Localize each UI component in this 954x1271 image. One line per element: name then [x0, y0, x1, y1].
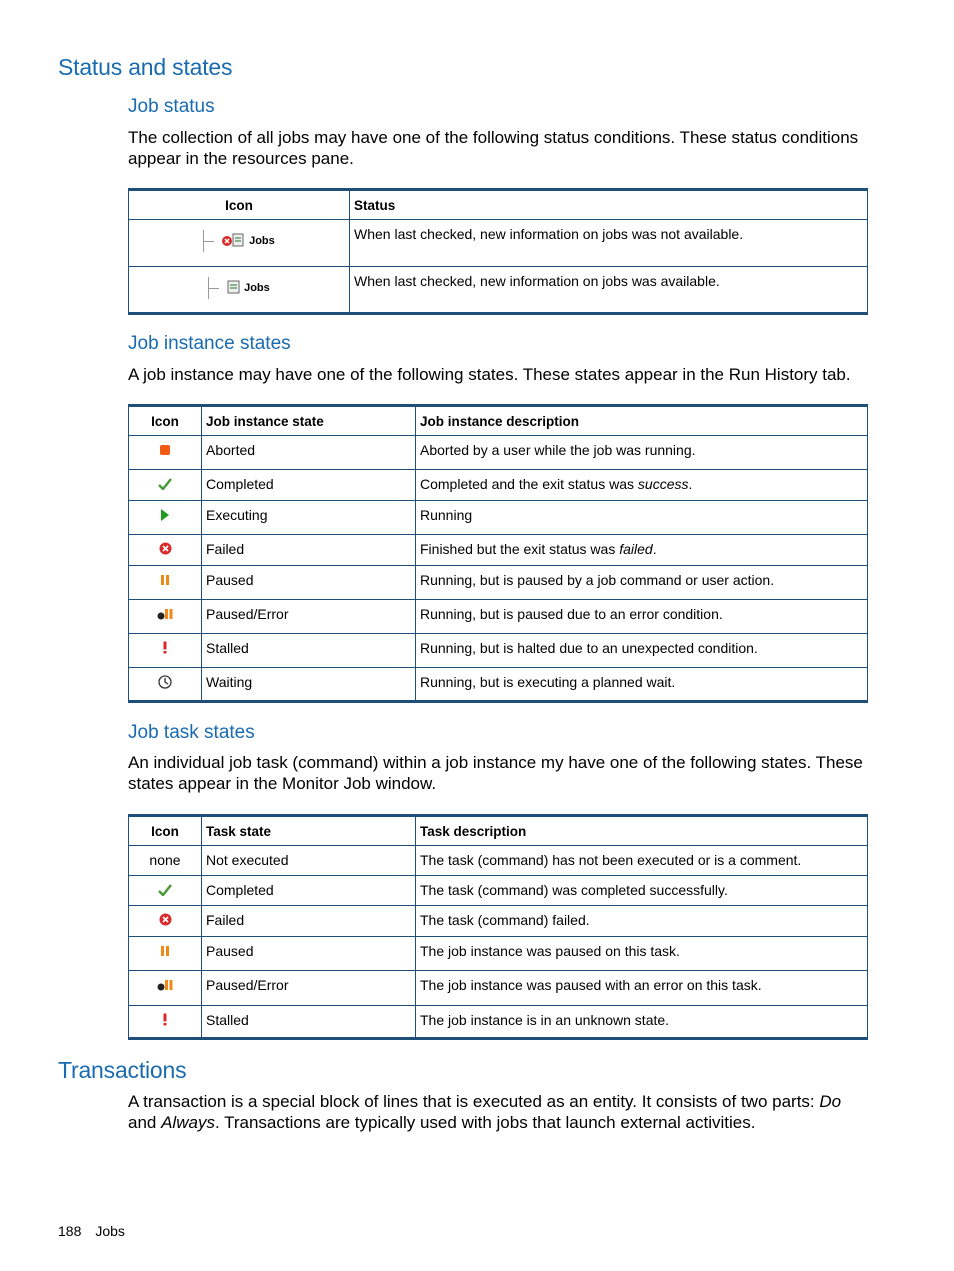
state-label: Completed: [202, 470, 416, 501]
state-label: Executing: [202, 501, 416, 535]
task-state-description: The job instance is in an unknown state.: [416, 1006, 868, 1039]
task-state-label: Stalled: [202, 1006, 416, 1039]
state-label: Paused: [202, 566, 416, 600]
state-description: Running, but is paused due to an error condition.: [416, 600, 868, 634]
table-row: [129, 668, 868, 702]
jobs-tree-label: Jobs: [249, 235, 275, 247]
state-description: Completed and the exit status was success.: [416, 470, 868, 501]
table-row: [129, 600, 868, 634]
task-state-label: Not executed: [202, 846, 416, 876]
table-row: [129, 634, 868, 668]
waiting-clock-icon: [158, 675, 172, 692]
task-state-label: Paused: [202, 937, 416, 971]
jobs-icon: [227, 280, 241, 297]
table-row: [129, 535, 868, 566]
transactions-paragraph: A transaction is a special block of lines that is executed as an entity. It consists of two parts: Do and Always. Transactions are typically used with jobs that launch external activities.: [128, 1092, 842, 1132]
section-title-status-and-states: Status and states: [58, 54, 233, 80]
table-row: [129, 846, 868, 876]
state-description: Finished but the exit status was failed.: [416, 535, 868, 566]
heading-job-status: Job status: [128, 96, 215, 117]
status-description: When last checked, new information on jobs was available.: [350, 267, 868, 314]
task-state-label: Paused/Error: [202, 971, 416, 1006]
task-state-label: Failed: [202, 906, 416, 937]
state-label: Failed: [202, 535, 416, 566]
stalled-exclamation-icon: [162, 641, 168, 657]
heading-job-instance-states: Job instance states: [128, 333, 291, 354]
column-header-state: Job instance state: [202, 406, 416, 436]
state-description: Running, but is paused by a job command or user action.: [416, 566, 868, 600]
jobs-tree-label: Jobs: [244, 282, 270, 294]
column-header-icon: Icon: [129, 406, 202, 436]
table-row: [129, 470, 868, 501]
table-row: [129, 436, 868, 470]
state-description: Running: [416, 501, 868, 535]
table-row: [129, 220, 868, 267]
table-row: [129, 267, 868, 314]
failed-x-icon: [159, 542, 172, 558]
table-row: [129, 937, 868, 971]
column-header-icon: Icon: [129, 816, 202, 846]
column-header-status: Status: [350, 190, 868, 220]
table-row: [129, 971, 868, 1006]
completed-check-icon: [158, 477, 172, 493]
page-number: 188: [58, 1223, 82, 1239]
state-description: Aborted by a user while the job was running.: [416, 436, 868, 470]
task-state-label: Completed: [202, 876, 416, 906]
aborted-stop-icon: [159, 443, 171, 459]
jobs-error-icon: [222, 233, 246, 250]
no-icon-label: none: [129, 846, 202, 876]
column-header-description: Job instance description: [416, 406, 868, 436]
paused-error-icon: [157, 978, 173, 994]
state-label: Paused/Error: [202, 600, 416, 634]
heading-job-task-states: Job task states: [128, 722, 255, 743]
section-title-transactions: Transactions: [58, 1057, 187, 1083]
paused-icon: [160, 573, 170, 589]
task-state-description: The job instance was paused on this task.: [416, 937, 868, 971]
table-row: [129, 566, 868, 600]
task-state-description: The task (command) was completed successfully.: [416, 876, 868, 906]
state-description: Running, but is executing a planned wait.: [416, 668, 868, 702]
failed-x-icon: [159, 913, 172, 929]
column-header-task-description: Task description: [416, 816, 868, 846]
job-instance-states-table: [128, 404, 868, 703]
task-state-description: The task (command) has not been executed or is a comment.: [416, 846, 868, 876]
completed-check-icon: [158, 883, 172, 899]
table-row: [129, 876, 868, 906]
column-header-icon: Icon: [129, 190, 350, 220]
state-description: Running, but is halted due to an unexpected condition.: [416, 634, 868, 668]
page-footer: [58, 1223, 139, 1239]
job-task-states-table: [128, 814, 868, 1040]
state-label: Aborted: [202, 436, 416, 470]
table-row: [129, 906, 868, 937]
job-status-intro: The collection of all jobs may have one of the following status conditions. These status conditions appear in the resources pane.: [128, 128, 859, 168]
job-task-intro: An individual job task (command) within a job instance my have one of the following states. These states appear in the Monitor Job window.: [128, 753, 863, 793]
column-header-task-state: Task state: [202, 816, 416, 846]
task-state-description: The task (command) failed.: [416, 906, 868, 937]
state-label: Waiting: [202, 668, 416, 702]
footer-section: Jobs: [95, 1223, 125, 1239]
task-state-description: The job instance was paused with an error on this task.: [416, 971, 868, 1006]
stalled-exclamation-icon: [162, 1013, 168, 1029]
status-description: When last checked, new information on jobs was not available.: [350, 220, 868, 267]
table-row: [129, 501, 868, 535]
table-row: [129, 1006, 868, 1039]
paused-error-icon: [157, 607, 173, 623]
job-instance-intro: A job instance may have one of the following states. These states appear in the Run History tab.: [128, 365, 851, 384]
executing-play-icon: [160, 508, 170, 525]
job-status-table: [128, 188, 868, 315]
paused-icon: [160, 944, 170, 960]
state-label: Stalled: [202, 634, 416, 668]
